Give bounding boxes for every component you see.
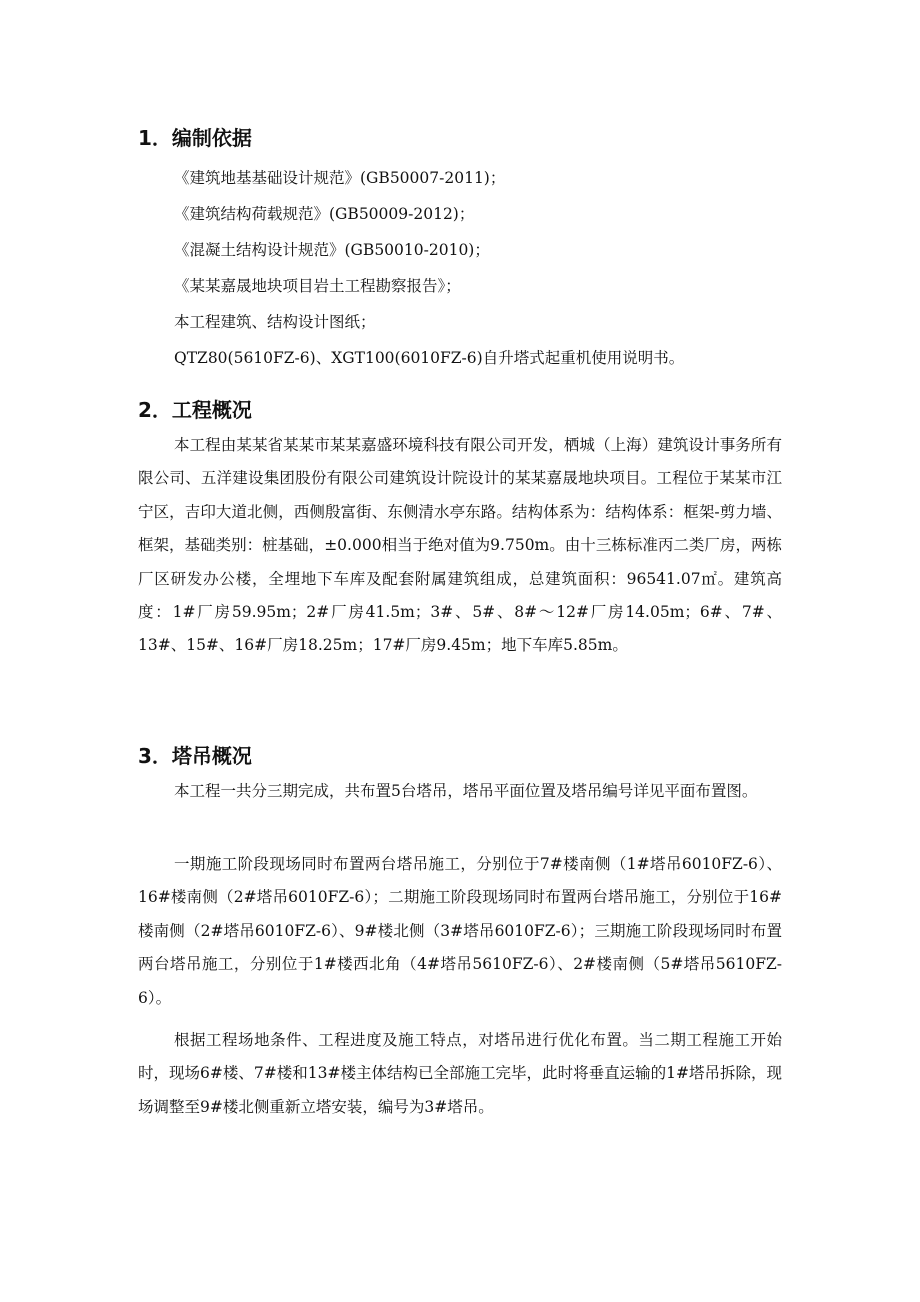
crane-paragraph: 一期施工阶段现场同时布置两台塔吊施工，分别位于7#楼南侧（1#塔吊6010FZ-6）、16#楼南侧（2#塔吊6010FZ-6）；二期施工阶段现场同时布置两台塔吊施工，分别位于16#楼南侧（2#塔吊6010FZ-6）、9#楼北侧（3#塔吊6010FZ-6）；三期施工阶段现场同时布置两台塔吊施工，分别位于1#楼西北角（4#塔吊5610FZ-6）、2#楼南侧（5#塔吊5610FZ-6）。 (138, 855, 782, 1007)
section-heading-basis: 1．编制依据 (138, 126, 252, 150)
reference-item: 《建筑结构荷载规范》(GB50009-2012)； (174, 205, 475, 223)
overview-paragraph: 本工程由某某省某某市某某嘉盛环境科技有限公司开发，栖城（上海）建筑设计事务所有限公司、五洋建设集团股份有限公司建筑设计院设计的某某嘉晟地块项目。工程位于某某市江宁区，吉印大道北侧，西侧殷富街、东侧清水亭东路。结构体系为：结构体系：框架-剪力墙、框架，基础类别：桩基础，±0.000相当于绝对值为9.750m。由十三栋标准丙二类厂房，两栋厂区研发办公楼，全埋地下车库及配套附属建筑组成，总建筑面积：96541.07㎡。建筑高度：1#厂房59.95m；2#厂房41.5m；3#、5#、8#～12#厂房14.05m；6#、7#、13#、15#、16#厂房18.25m；17#厂房9.45m；地下车库5.85m。 (138, 436, 782, 655)
reference-item: 《建筑地基基础设计规范》(GB50007-2011)； (174, 169, 506, 187)
reference-item: 《某某嘉晟地块项目岩土工程勘察报告》； (174, 277, 461, 295)
section-heading-overview: 2．工程概况 (138, 398, 252, 422)
crane-paragraph: 根据工程场地条件、工程进度及施工特点，对塔吊进行优化布置。当二期工程施工开始时，现场6#楼、7#楼和13#楼主体结构已全部施工完毕，此时将垂直运输的1#塔吊拆除，现场调整至9#楼北侧重新立塔安装，编号为3#塔吊。 (138, 1031, 782, 1116)
reference-item: QTZ80(5610FZ-6)、XGT100(6010FZ-6)自升塔式起重机使用说明书。 (174, 349, 685, 367)
crane-paragraph: 本工程一共分三期完成，共布置5台塔吊，塔吊平面位置及塔吊编号详见平面布置图。 (174, 782, 758, 800)
reference-item: 《混凝土结构设计规范》(GB50010-2010)； (174, 241, 490, 259)
reference-item: 本工程建筑、结构设计图纸； (174, 313, 376, 331)
section-heading-tower-crane: 3．塔吊概况 (138, 744, 252, 768)
